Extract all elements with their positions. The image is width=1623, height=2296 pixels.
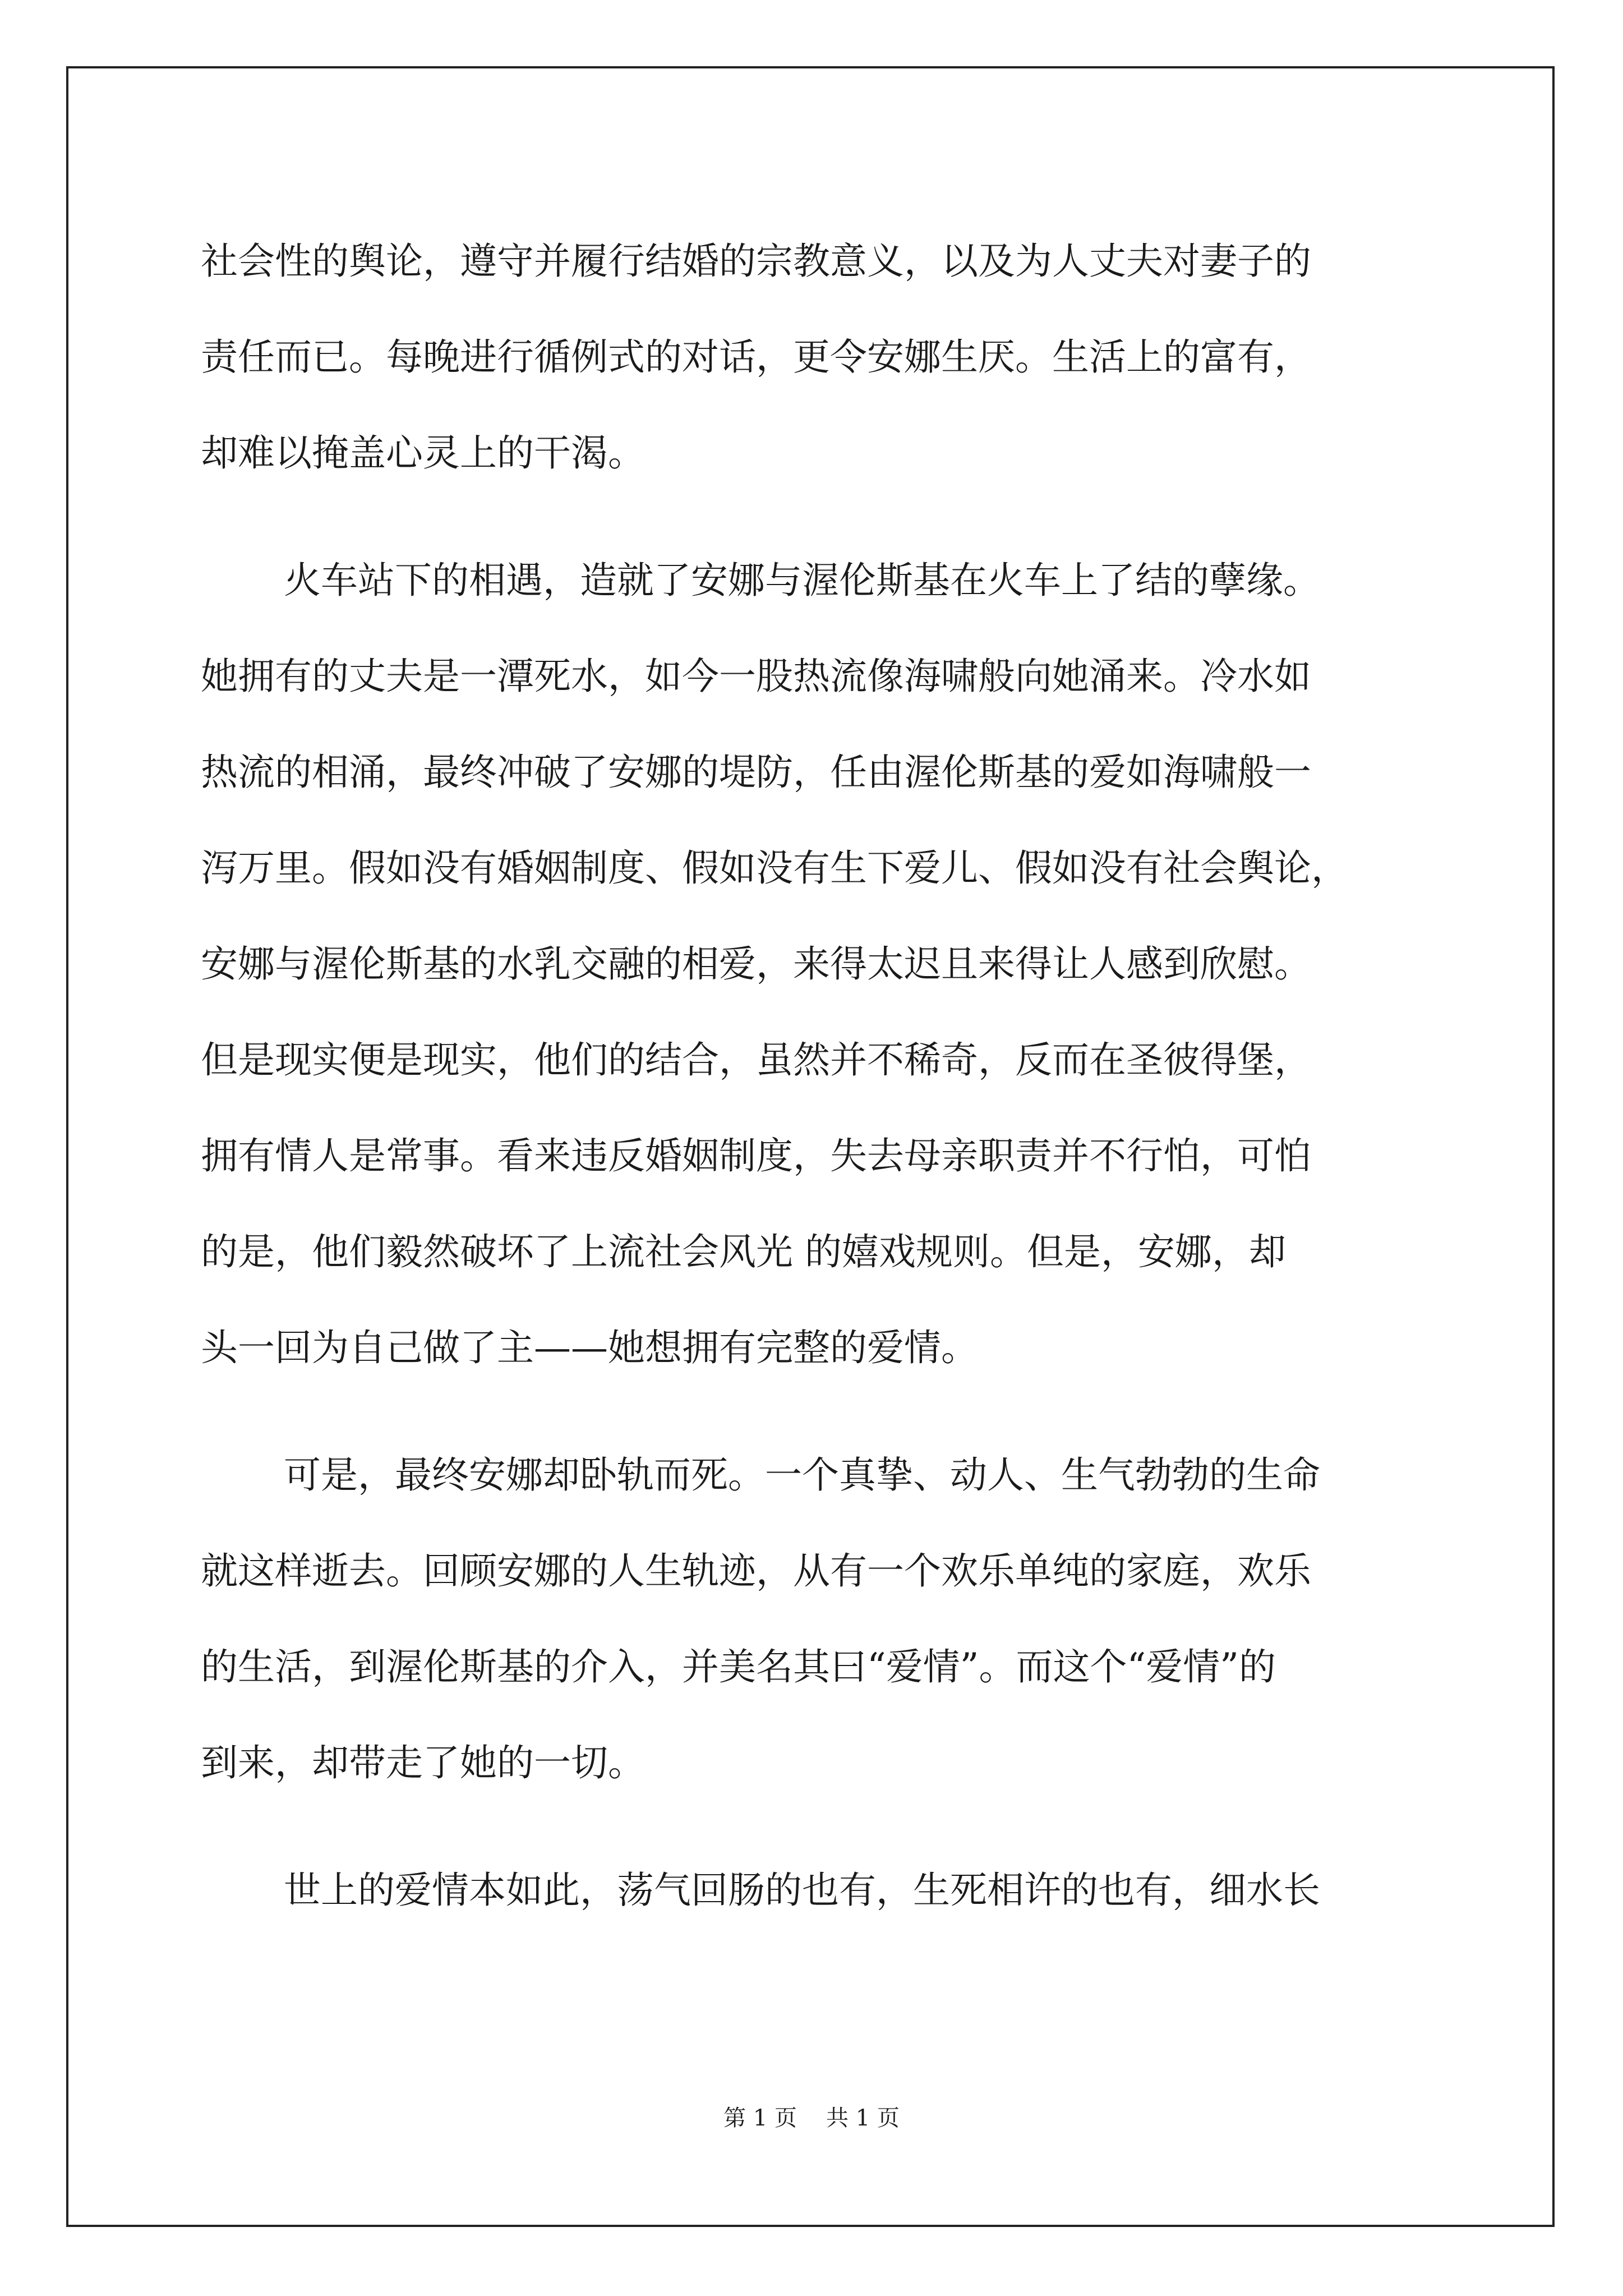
page-total: 共 1 页 — [826, 2105, 900, 2131]
text-line: 的是，他们毅然破坏了上流社会风光 的嬉戏规则。但是，安娜，却 — [201, 1230, 1286, 1273]
text-line: 热流的相涌，最终冲破了安娜的堤防，任由渥伦斯基的爱如海啸般一 — [201, 751, 1311, 794]
paragraph-first-line: 火车站下的相遇，造就了安娜与渥伦斯基在火车上了结的孽缘。 — [284, 559, 1320, 602]
text-line: 却难以掩盖心灵上的干渴。 — [201, 431, 645, 475]
text-line: 社会性的舆论，遵守并履行结婚的宗教意义，以及为人丈夫对妻子的 — [201, 240, 1311, 283]
text-line: 安娜与渥伦斯基的水乳交融的相爱，来得太迟且来得让人感到欣慰。 — [201, 942, 1311, 986]
paragraph-first-line: 世上的爱情本如此，荡气回肠的也有，生死相许的也有，细水长 — [284, 1869, 1320, 1912]
text-line: 泻万里。假如没有婚姻制度、假如没有生下爱儿、假如没有社会舆论， — [201, 846, 1348, 890]
text-line: 她拥有的丈夫是一潭死水，如今一股热流像海啸般向她涌来。冷水如 — [201, 655, 1311, 698]
page-footer — [0, 2101, 1623, 2135]
document-body — [201, 213, 1423, 1938]
text-line: 头一回为自己做了主——她想拥有完整的爱情。 — [201, 1326, 978, 1369]
text-line: 到来，却带走了她的一切。 — [201, 1741, 645, 1784]
text-line: 责任而已。每晚进行循例式的对话，更令安娜生厌。生活上的富有， — [201, 335, 1311, 379]
text-line: 就这样逝去。回顾安娜的人生轨迹，从有一个欢乐单纯的家庭，欢乐 — [201, 1549, 1311, 1593]
text-line: 的生活，到渥伦斯基的介入，并美名其曰“爱情”。而这个“爱情”的 — [201, 1645, 1276, 1688]
text-line: 但是现实便是现实，他们的结合，虽然并不稀奇，反而在圣彼得堡， — [201, 1038, 1311, 1082]
paragraph-first-line: 可是，最终安娜却卧轨而死。一个真挚、动人、生气勃勃的生命 — [284, 1453, 1320, 1497]
page-number: 第 1 页 — [723, 2105, 797, 2131]
text-line: 拥有情人是常事。看来违反婚姻制度，失去母亲职责并不行怕，可怕 — [201, 1134, 1311, 1177]
